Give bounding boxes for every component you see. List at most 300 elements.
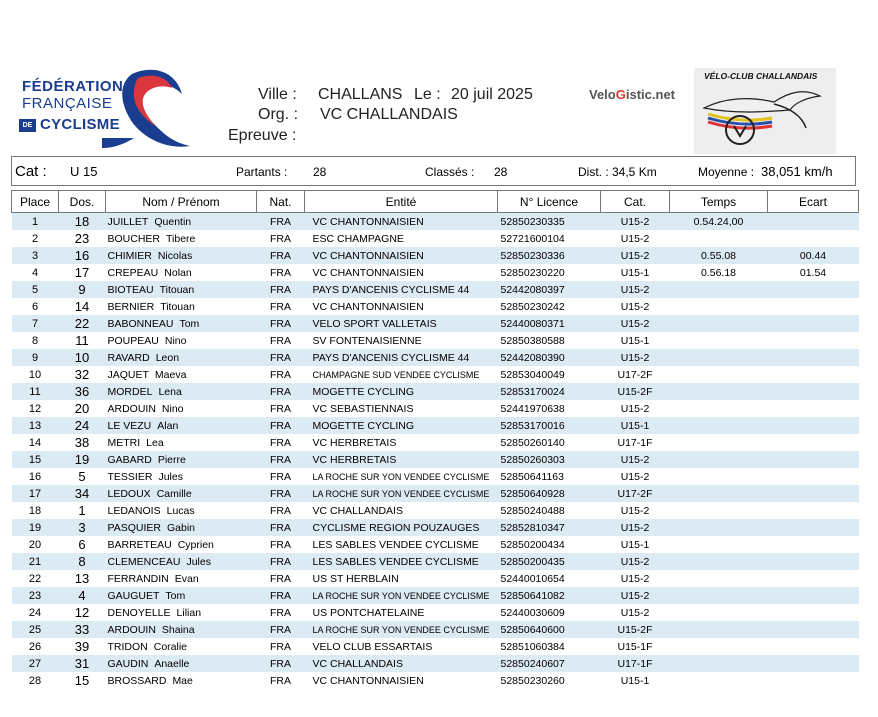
gap-cell: 01.54: [768, 264, 859, 281]
nationality-cell: FRA: [257, 553, 305, 570]
licence-cell: 52850200435: [498, 553, 601, 570]
time-cell: [670, 536, 768, 553]
table-row: [12, 366, 859, 383]
gap-cell: [768, 638, 859, 655]
time-cell: [670, 383, 768, 400]
place-cell: 8: [12, 332, 59, 349]
dossard-cell: 23: [59, 230, 106, 247]
gap-cell: [768, 400, 859, 417]
licence-cell: 52441970638: [498, 400, 601, 417]
classes-label: Classés :: [425, 165, 475, 179]
last-name: BABONNEAU: [107, 317, 174, 330]
gap-cell: [768, 298, 859, 315]
nationality-cell: FRA: [257, 434, 305, 451]
time-cell: 0.55.08: [670, 247, 768, 264]
dossard-cell: 36: [59, 383, 106, 400]
nationality-cell: FRA: [257, 349, 305, 366]
first-name: Shaina: [161, 623, 195, 636]
category-cell: U15-2: [601, 315, 670, 332]
entity-cell: PAYS D'ANCENIS CYCLISME 44: [305, 349, 498, 366]
nationality-cell: FRA: [257, 247, 305, 264]
place-cell: 17: [12, 485, 59, 502]
nationality-cell: FRA: [257, 519, 305, 536]
club-logo-text: VÉLO-CLUB CHALLANDAIS: [704, 71, 818, 81]
results-table: [11, 190, 859, 689]
last-name: CREPEAU: [107, 266, 159, 279]
time-cell: [670, 638, 768, 655]
partants-label: Partants :: [236, 165, 288, 179]
nationality-cell: FRA: [257, 638, 305, 655]
time-cell: [670, 451, 768, 468]
name-cell: [106, 672, 257, 689]
licence-cell: 52851060384: [498, 638, 601, 655]
licence-cell: 52850260303: [498, 451, 601, 468]
entity-cell: VELO CLUB ESSARTAIS: [305, 638, 498, 655]
first-name: Lilian: [176, 606, 202, 619]
first-name: Mae: [172, 674, 193, 687]
last-name: DENOYELLE: [107, 606, 171, 619]
licence-cell: 52850230335: [498, 213, 601, 231]
first-name: Tibere: [166, 232, 196, 245]
licence-cell: 52853170016: [498, 417, 601, 434]
place-cell: 18: [12, 502, 59, 519]
category-cell: U15-2: [601, 587, 670, 604]
licence-cell: 52850380588: [498, 332, 601, 349]
dossard-cell: 15: [59, 672, 106, 689]
last-name: RAVARD: [107, 351, 150, 364]
velogistic-part-1: Velo: [589, 87, 616, 102]
category-cell: U15-2: [601, 247, 670, 264]
nationality-cell: FRA: [257, 485, 305, 502]
gap-cell: [768, 587, 859, 604]
first-name: Maeva: [154, 368, 187, 381]
dossard-cell: 20: [59, 400, 106, 417]
nationality-cell: FRA: [257, 264, 305, 281]
category-label: Cat :: [15, 163, 47, 180]
entity-cell: VC CHANTONNAISIEN: [305, 213, 498, 231]
place-cell: 23: [12, 587, 59, 604]
place-cell: 26: [12, 638, 59, 655]
nationality-cell: FRA: [257, 451, 305, 468]
first-name: Lena: [158, 385, 182, 398]
category-cell: U15-2: [601, 519, 670, 536]
dossard-cell: 24: [59, 417, 106, 434]
category-cell: U15-2: [601, 213, 670, 231]
entity-cell: LES SABLES VENDEE CYCLISME: [305, 536, 498, 553]
category-cell: U15-2F: [601, 621, 670, 638]
club-logo: [694, 68, 836, 154]
name-cell: [106, 655, 257, 672]
name-cell: [106, 230, 257, 247]
category-value: U 15: [70, 164, 98, 179]
table-row: [12, 451, 859, 468]
time-cell: [670, 281, 768, 298]
table-row: [12, 281, 859, 298]
last-name: TRIDON: [107, 640, 148, 653]
gap-cell: [768, 366, 859, 383]
last-name: JUILLET: [107, 215, 149, 228]
place-cell: 12: [12, 400, 59, 417]
place-cell: 28: [12, 672, 59, 689]
table-row: [12, 485, 859, 502]
nationality-cell: FRA: [257, 621, 305, 638]
last-name: TESSIER: [107, 470, 153, 483]
distance-value: Dist. : 34,5 Km: [578, 165, 657, 179]
last-name: BROSSARD: [107, 674, 167, 687]
category-cell: U15-1: [601, 672, 670, 689]
time-cell: [670, 434, 768, 451]
place-cell: 7: [12, 315, 59, 332]
time-cell: [670, 298, 768, 315]
first-name: Jules: [158, 470, 183, 483]
place-cell: 22: [12, 570, 59, 587]
time-cell: [670, 587, 768, 604]
dossard-cell: 3: [59, 519, 106, 536]
licence-cell: 52850230260: [498, 672, 601, 689]
partants-value: 28: [313, 165, 327, 179]
category-cell: U17-2F: [601, 366, 670, 383]
name-cell: [106, 536, 257, 553]
epreuve-label: Epreuve :: [228, 127, 297, 144]
name-cell: [106, 332, 257, 349]
nationality-cell: FRA: [257, 400, 305, 417]
nationality-cell: FRA: [257, 281, 305, 298]
licence-cell: 52853170024: [498, 383, 601, 400]
dossard-cell: 14: [59, 298, 106, 315]
time-cell: [670, 553, 768, 570]
last-name: BIOTEAU: [107, 283, 154, 296]
licence-cell: 52850240488: [498, 502, 601, 519]
entity-cell: ESC CHAMPAGNE: [305, 230, 498, 247]
nationality-cell: FRA: [257, 655, 305, 672]
col-header-ecart: Ecart: [768, 191, 859, 213]
category-cell: U17-1F: [601, 655, 670, 672]
place-cell: 1: [12, 213, 59, 231]
name-cell: [106, 383, 257, 400]
dossard-cell: 6: [59, 536, 106, 553]
time-cell: [670, 230, 768, 247]
gap-cell: [768, 451, 859, 468]
ffc-line-1: FÉDÉRATION: [22, 78, 124, 95]
table-row: [12, 638, 859, 655]
gap-cell: [768, 468, 859, 485]
place-cell: 20: [12, 536, 59, 553]
entity-cell: VC SEBASTIENNAIS: [305, 400, 498, 417]
nationality-cell: FRA: [257, 332, 305, 349]
time-cell: [670, 502, 768, 519]
entity-cell: VC HERBRETAIS: [305, 451, 498, 468]
name-cell: [106, 502, 257, 519]
gap-cell: [768, 434, 859, 451]
velogistic-part-3: istic.net: [625, 87, 675, 102]
table-row: [12, 502, 859, 519]
time-cell: [670, 332, 768, 349]
entity-cell: MOGETTE CYCLING: [305, 417, 498, 434]
first-name: Anaelle: [154, 657, 190, 670]
name-cell: [106, 417, 257, 434]
col-header-temps: Temps: [670, 191, 768, 213]
dossard-cell: 12: [59, 604, 106, 621]
entity-cell: VC CHANTONNAISIEN: [305, 298, 498, 315]
date-value: 20 juil 2025: [451, 86, 533, 103]
place-cell: 6: [12, 298, 59, 315]
gap-cell: [768, 417, 859, 434]
entity-cell: LES SABLES VENDEE CYCLISME: [305, 553, 498, 570]
table-row: [12, 587, 859, 604]
table-row: [12, 247, 859, 264]
category-cell: U15-1: [601, 536, 670, 553]
table-row: [12, 264, 859, 281]
table-row: [12, 298, 859, 315]
last-name: PASQUIER: [107, 521, 161, 534]
last-name: LEDANOIS: [107, 504, 161, 517]
licence-cell: 52850260140: [498, 434, 601, 451]
last-name: MORDEL: [107, 385, 153, 398]
table-row: [12, 468, 859, 485]
table-row: [12, 230, 859, 247]
category-cell: U17-2F: [601, 485, 670, 502]
gap-cell: [768, 536, 859, 553]
category-cell: U15-2: [601, 502, 670, 519]
dossard-cell: 8: [59, 553, 106, 570]
first-name: Cyprien: [177, 538, 214, 551]
first-name: Alan: [157, 419, 179, 432]
nationality-cell: FRA: [257, 536, 305, 553]
licence-cell: 52853040049: [498, 366, 601, 383]
table-row: [12, 604, 859, 621]
category-cell: U15-2: [601, 230, 670, 247]
last-name: BOUCHER: [107, 232, 161, 245]
last-name: POUPEAU: [107, 334, 159, 347]
place-cell: 27: [12, 655, 59, 672]
nationality-cell: FRA: [257, 383, 305, 400]
gap-cell: [768, 519, 859, 536]
name-cell: [106, 587, 257, 604]
table-row: [12, 621, 859, 638]
dossard-cell: 13: [59, 570, 106, 587]
last-name: GAUGUET: [107, 589, 160, 602]
velogistic-part-2: G: [615, 87, 626, 102]
time-cell: 0.56.18: [670, 264, 768, 281]
entity-cell: VELO SPORT VALLETAIS: [305, 315, 498, 332]
table-header-row: [12, 191, 859, 213]
table-row: [12, 434, 859, 451]
place-cell: 3: [12, 247, 59, 264]
entity-cell: LA ROCHE SUR YON VENDEE CYCLISME: [305, 587, 498, 604]
licence-cell: 52850640600: [498, 621, 601, 638]
entity-cell: VC CHALLANDAIS: [305, 655, 498, 672]
nationality-cell: FRA: [257, 417, 305, 434]
ville-label: Ville :: [258, 86, 297, 103]
first-name: Tom: [165, 589, 186, 602]
last-name: BERNIER: [107, 300, 155, 313]
first-name: Camille: [156, 487, 192, 500]
first-name: Titouan: [159, 283, 195, 296]
name-cell: [106, 451, 257, 468]
category-cell: U17-1F: [601, 434, 670, 451]
velogistic-link[interactable]: [589, 87, 675, 102]
licence-cell: 52850230336: [498, 247, 601, 264]
time-cell: [670, 417, 768, 434]
ffc-line-2: FRANÇAISE: [22, 95, 113, 112]
category-cell: U15-2F: [601, 383, 670, 400]
table-row: [12, 536, 859, 553]
entity-cell: LA ROCHE SUR YON VENDEE CYCLISME: [305, 621, 498, 638]
ffc-logo: [14, 64, 204, 154]
name-cell: [106, 281, 257, 298]
time-cell: [670, 468, 768, 485]
ffc-line-4: CYCLISME: [40, 116, 120, 133]
nationality-cell: FRA: [257, 366, 305, 383]
first-name: Tom: [179, 317, 200, 330]
dossard-cell: 38: [59, 434, 106, 451]
table-row: [12, 332, 859, 349]
ville-value: CHALLANS: [318, 86, 403, 103]
nationality-cell: FRA: [257, 468, 305, 485]
name-cell: [106, 604, 257, 621]
entity-cell: US ST HERBLAIN: [305, 570, 498, 587]
moyenne-label: Moyenne :: [698, 165, 755, 179]
last-name: JAQUET: [107, 368, 149, 381]
results-body: [12, 213, 859, 690]
first-name: Jules: [186, 555, 211, 568]
licence-cell: 52721600104: [498, 230, 601, 247]
nationality-cell: FRA: [257, 298, 305, 315]
gap-cell: [768, 213, 859, 231]
gap-cell: 00.44: [768, 247, 859, 264]
dossard-cell: 5: [59, 468, 106, 485]
licence-cell: 52850641082: [498, 587, 601, 604]
licence-cell: 52440010654: [498, 570, 601, 587]
time-cell: [670, 485, 768, 502]
category-cell: U15-1: [601, 264, 670, 281]
entity-cell: US PONTCHATELAINE: [305, 604, 498, 621]
category-cell: U15-2: [601, 400, 670, 417]
name-cell: [106, 366, 257, 383]
gap-cell: [768, 332, 859, 349]
entity-cell: VC HERBRETAIS: [305, 434, 498, 451]
name-cell: [106, 247, 257, 264]
place-cell: 15: [12, 451, 59, 468]
gap-cell: [768, 315, 859, 332]
col-header-place: Place: [12, 191, 59, 213]
category-cell: U15-1: [601, 417, 670, 434]
entity-cell: LA ROCHE SUR YON VENDEE CYCLISME: [305, 485, 498, 502]
last-name: METRI: [107, 436, 141, 449]
entity-cell: MOGETTE CYCLING: [305, 383, 498, 400]
name-cell: [106, 485, 257, 502]
first-name: Leon: [155, 351, 180, 364]
dossard-cell: 10: [59, 349, 106, 366]
category-cell: U15-1: [601, 332, 670, 349]
time-cell: [670, 349, 768, 366]
gap-cell: [768, 349, 859, 366]
category-cell: U15-1F: [601, 638, 670, 655]
licence-cell: 52442080390: [498, 349, 601, 366]
place-cell: 10: [12, 366, 59, 383]
col-header-dos: Dos.: [59, 191, 106, 213]
classes-value: 28: [494, 165, 508, 179]
category-cell: U15-2: [601, 553, 670, 570]
last-name: BARRETEAU: [107, 538, 172, 551]
name-cell: [106, 553, 257, 570]
nationality-cell: FRA: [257, 672, 305, 689]
gap-cell: [768, 655, 859, 672]
place-cell: 21: [12, 553, 59, 570]
entity-cell: LA ROCHE SUR YON VENDEE CYCLISME: [305, 468, 498, 485]
last-name: CHIMIER: [107, 249, 152, 262]
gap-cell: [768, 604, 859, 621]
dossard-cell: 39: [59, 638, 106, 655]
gap-cell: [768, 621, 859, 638]
first-name: Nolan: [164, 266, 192, 279]
gap-cell: [768, 230, 859, 247]
dossard-cell: 4: [59, 587, 106, 604]
entity-cell: CYCLISME REGION POUZAUGES: [305, 519, 498, 536]
category-cell: U15-2: [601, 468, 670, 485]
first-name: Lea: [146, 436, 164, 449]
dossard-cell: 18: [59, 213, 106, 231]
entity-cell: VC CHANTONNAISIEN: [305, 264, 498, 281]
gap-cell: [768, 485, 859, 502]
place-cell: 4: [12, 264, 59, 281]
nationality-cell: FRA: [257, 604, 305, 621]
licence-cell: 52440030609: [498, 604, 601, 621]
last-name: LE VEZU: [107, 419, 152, 432]
nationality-cell: FRA: [257, 570, 305, 587]
time-cell: [670, 621, 768, 638]
first-name: Nino: [164, 334, 187, 347]
dossard-cell: 19: [59, 451, 106, 468]
col-header-nom: Nom / Prénom: [106, 191, 257, 213]
category-cell: U15-2: [601, 451, 670, 468]
dossard-cell: 11: [59, 332, 106, 349]
table-row: [12, 213, 859, 231]
entity-cell: PAYS D'ANCENIS CYCLISME 44: [305, 281, 498, 298]
last-name: ARDOUIN: [107, 623, 156, 636]
dossard-cell: 1: [59, 502, 106, 519]
licence-cell: 52850230242: [498, 298, 601, 315]
first-name: Evan: [174, 572, 199, 585]
place-cell: 19: [12, 519, 59, 536]
time-cell: [670, 315, 768, 332]
col-header-licence: N° Licence: [498, 191, 601, 213]
entity-cell: CHAMPAGNE SUD VENDEE CYCLISME: [305, 366, 498, 383]
time-cell: [670, 366, 768, 383]
col-header-nat: Nat.: [257, 191, 305, 213]
dossard-cell: 22: [59, 315, 106, 332]
last-name: LEDOUX: [107, 487, 151, 500]
place-cell: 24: [12, 604, 59, 621]
last-name: GAUDIN: [107, 657, 149, 670]
name-cell: [106, 400, 257, 417]
entity-cell: VC CHANTONNAISIEN: [305, 247, 498, 264]
place-cell: 11: [12, 383, 59, 400]
last-name: CLEMENCEAU: [107, 555, 181, 568]
table-row: [12, 570, 859, 587]
table-row: [12, 672, 859, 689]
place-cell: 2: [12, 230, 59, 247]
category-cell: U15-2: [601, 570, 670, 587]
place-cell: 25: [12, 621, 59, 638]
name-cell: [106, 213, 257, 231]
licence-cell: 52852810347: [498, 519, 601, 536]
name-cell: [106, 434, 257, 451]
time-cell: [670, 604, 768, 621]
licence-cell: 52442080397: [498, 281, 601, 298]
time-cell: [670, 672, 768, 689]
dossard-cell: 34: [59, 485, 106, 502]
